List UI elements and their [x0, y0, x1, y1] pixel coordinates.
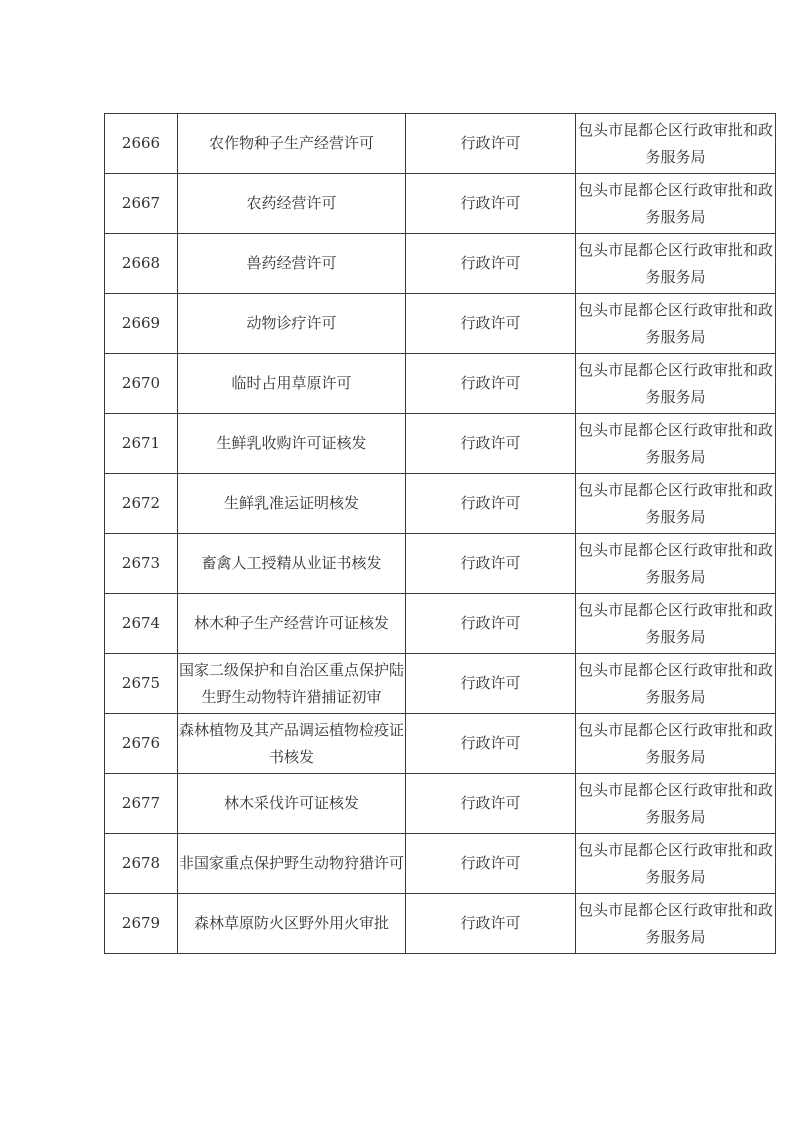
- agency-cell: 包头市昆都仑区行政审批和政务服务局: [576, 654, 776, 714]
- row-number-cell: 2674: [105, 594, 178, 654]
- permit-type-cell: 行政许可: [406, 174, 576, 234]
- row-number-cell: 2666: [105, 114, 178, 174]
- row-number-cell: 2677: [105, 774, 178, 834]
- table-row: [105, 294, 776, 354]
- row-number-cell: 2671: [105, 414, 178, 474]
- row-number-cell: 2679: [105, 894, 178, 954]
- table-row: [105, 894, 776, 954]
- table-row: [105, 234, 776, 294]
- agency-cell: 包头市昆都仑区行政审批和政务服务局: [576, 534, 776, 594]
- table-row: [105, 534, 776, 594]
- permit-name-cell: 临时占用草原许可: [178, 354, 406, 414]
- table-row: [105, 774, 776, 834]
- permit-type-cell: 行政许可: [406, 654, 576, 714]
- permit-type-cell: 行政许可: [406, 774, 576, 834]
- table-row: [105, 174, 776, 234]
- agency-cell: 包头市昆都仑区行政审批和政务服务局: [576, 414, 776, 474]
- row-number-cell: 2676: [105, 714, 178, 774]
- permit-name-cell: 农作物种子生产经营许可: [178, 114, 406, 174]
- agency-cell: 包头市昆都仑区行政审批和政务服务局: [576, 174, 776, 234]
- agency-cell: 包头市昆都仑区行政审批和政务服务局: [576, 594, 776, 654]
- permit-name-cell: 森林草原防火区野外用火审批: [178, 894, 406, 954]
- permit-name-cell: 生鲜乳收购许可证核发: [178, 414, 406, 474]
- permit-type-cell: 行政许可: [406, 414, 576, 474]
- permit-name-cell: 林木采伐许可证核发: [178, 774, 406, 834]
- agency-cell: 包头市昆都仑区行政审批和政务服务局: [576, 114, 776, 174]
- permit-name-cell: 兽药经营许可: [178, 234, 406, 294]
- agency-cell: 包头市昆都仑区行政审批和政务服务局: [576, 774, 776, 834]
- row-number-cell: 2669: [105, 294, 178, 354]
- table-row: [105, 714, 776, 774]
- table-row: [105, 354, 776, 414]
- row-number-cell: 2668: [105, 234, 178, 294]
- permit-type-cell: 行政许可: [406, 114, 576, 174]
- agency-cell: 包头市昆都仑区行政审批和政务服务局: [576, 474, 776, 534]
- table-row: [105, 654, 776, 714]
- row-number-cell: 2675: [105, 654, 178, 714]
- agency-cell: 包头市昆都仑区行政审批和政务服务局: [576, 834, 776, 894]
- permit-name-cell: 国家二级保护和自治区重点保护陆生野生动物特许猎捕证初审: [178, 654, 406, 714]
- row-number-cell: 2672: [105, 474, 178, 534]
- table-row: [105, 594, 776, 654]
- agency-cell: 包头市昆都仑区行政审批和政务服务局: [576, 294, 776, 354]
- permit-type-cell: 行政许可: [406, 294, 576, 354]
- row-number-cell: 2670: [105, 354, 178, 414]
- permit-type-cell: 行政许可: [406, 714, 576, 774]
- row-number-cell: 2678: [105, 834, 178, 894]
- table-row: [105, 114, 776, 174]
- permit-type-cell: 行政许可: [406, 834, 576, 894]
- permit-type-cell: 行政许可: [406, 594, 576, 654]
- permit-type-cell: 行政许可: [406, 354, 576, 414]
- permit-name-cell: 非国家重点保护野生动物狩猎许可: [178, 834, 406, 894]
- permit-name-cell: 农药经营许可: [178, 174, 406, 234]
- row-number-cell: 2673: [105, 534, 178, 594]
- permit-name-cell: 生鲜乳准运证明核发: [178, 474, 406, 534]
- permits-table: [104, 113, 776, 954]
- permit-type-cell: 行政许可: [406, 894, 576, 954]
- permits-table-body: [105, 114, 776, 954]
- permit-name-cell: 森林植物及其产品调运植物检疫证书核发: [178, 714, 406, 774]
- agency-cell: 包头市昆都仑区行政审批和政务服务局: [576, 234, 776, 294]
- row-number-cell: 2667: [105, 174, 178, 234]
- agency-cell: 包头市昆都仑区行政审批和政务服务局: [576, 714, 776, 774]
- permit-name-cell: 畜禽人工授精从业证书核发: [178, 534, 406, 594]
- permit-name-cell: 林木种子生产经营许可证核发: [178, 594, 406, 654]
- agency-cell: 包头市昆都仑区行政审批和政务服务局: [576, 354, 776, 414]
- agency-cell: 包头市昆都仑区行政审批和政务服务局: [576, 894, 776, 954]
- permit-type-cell: 行政许可: [406, 534, 576, 594]
- table-row: [105, 474, 776, 534]
- permit-name-cell: 动物诊疗许可: [178, 294, 406, 354]
- table-row: [105, 834, 776, 894]
- permit-type-cell: 行政许可: [406, 234, 576, 294]
- table-row: [105, 414, 776, 474]
- permit-type-cell: 行政许可: [406, 474, 576, 534]
